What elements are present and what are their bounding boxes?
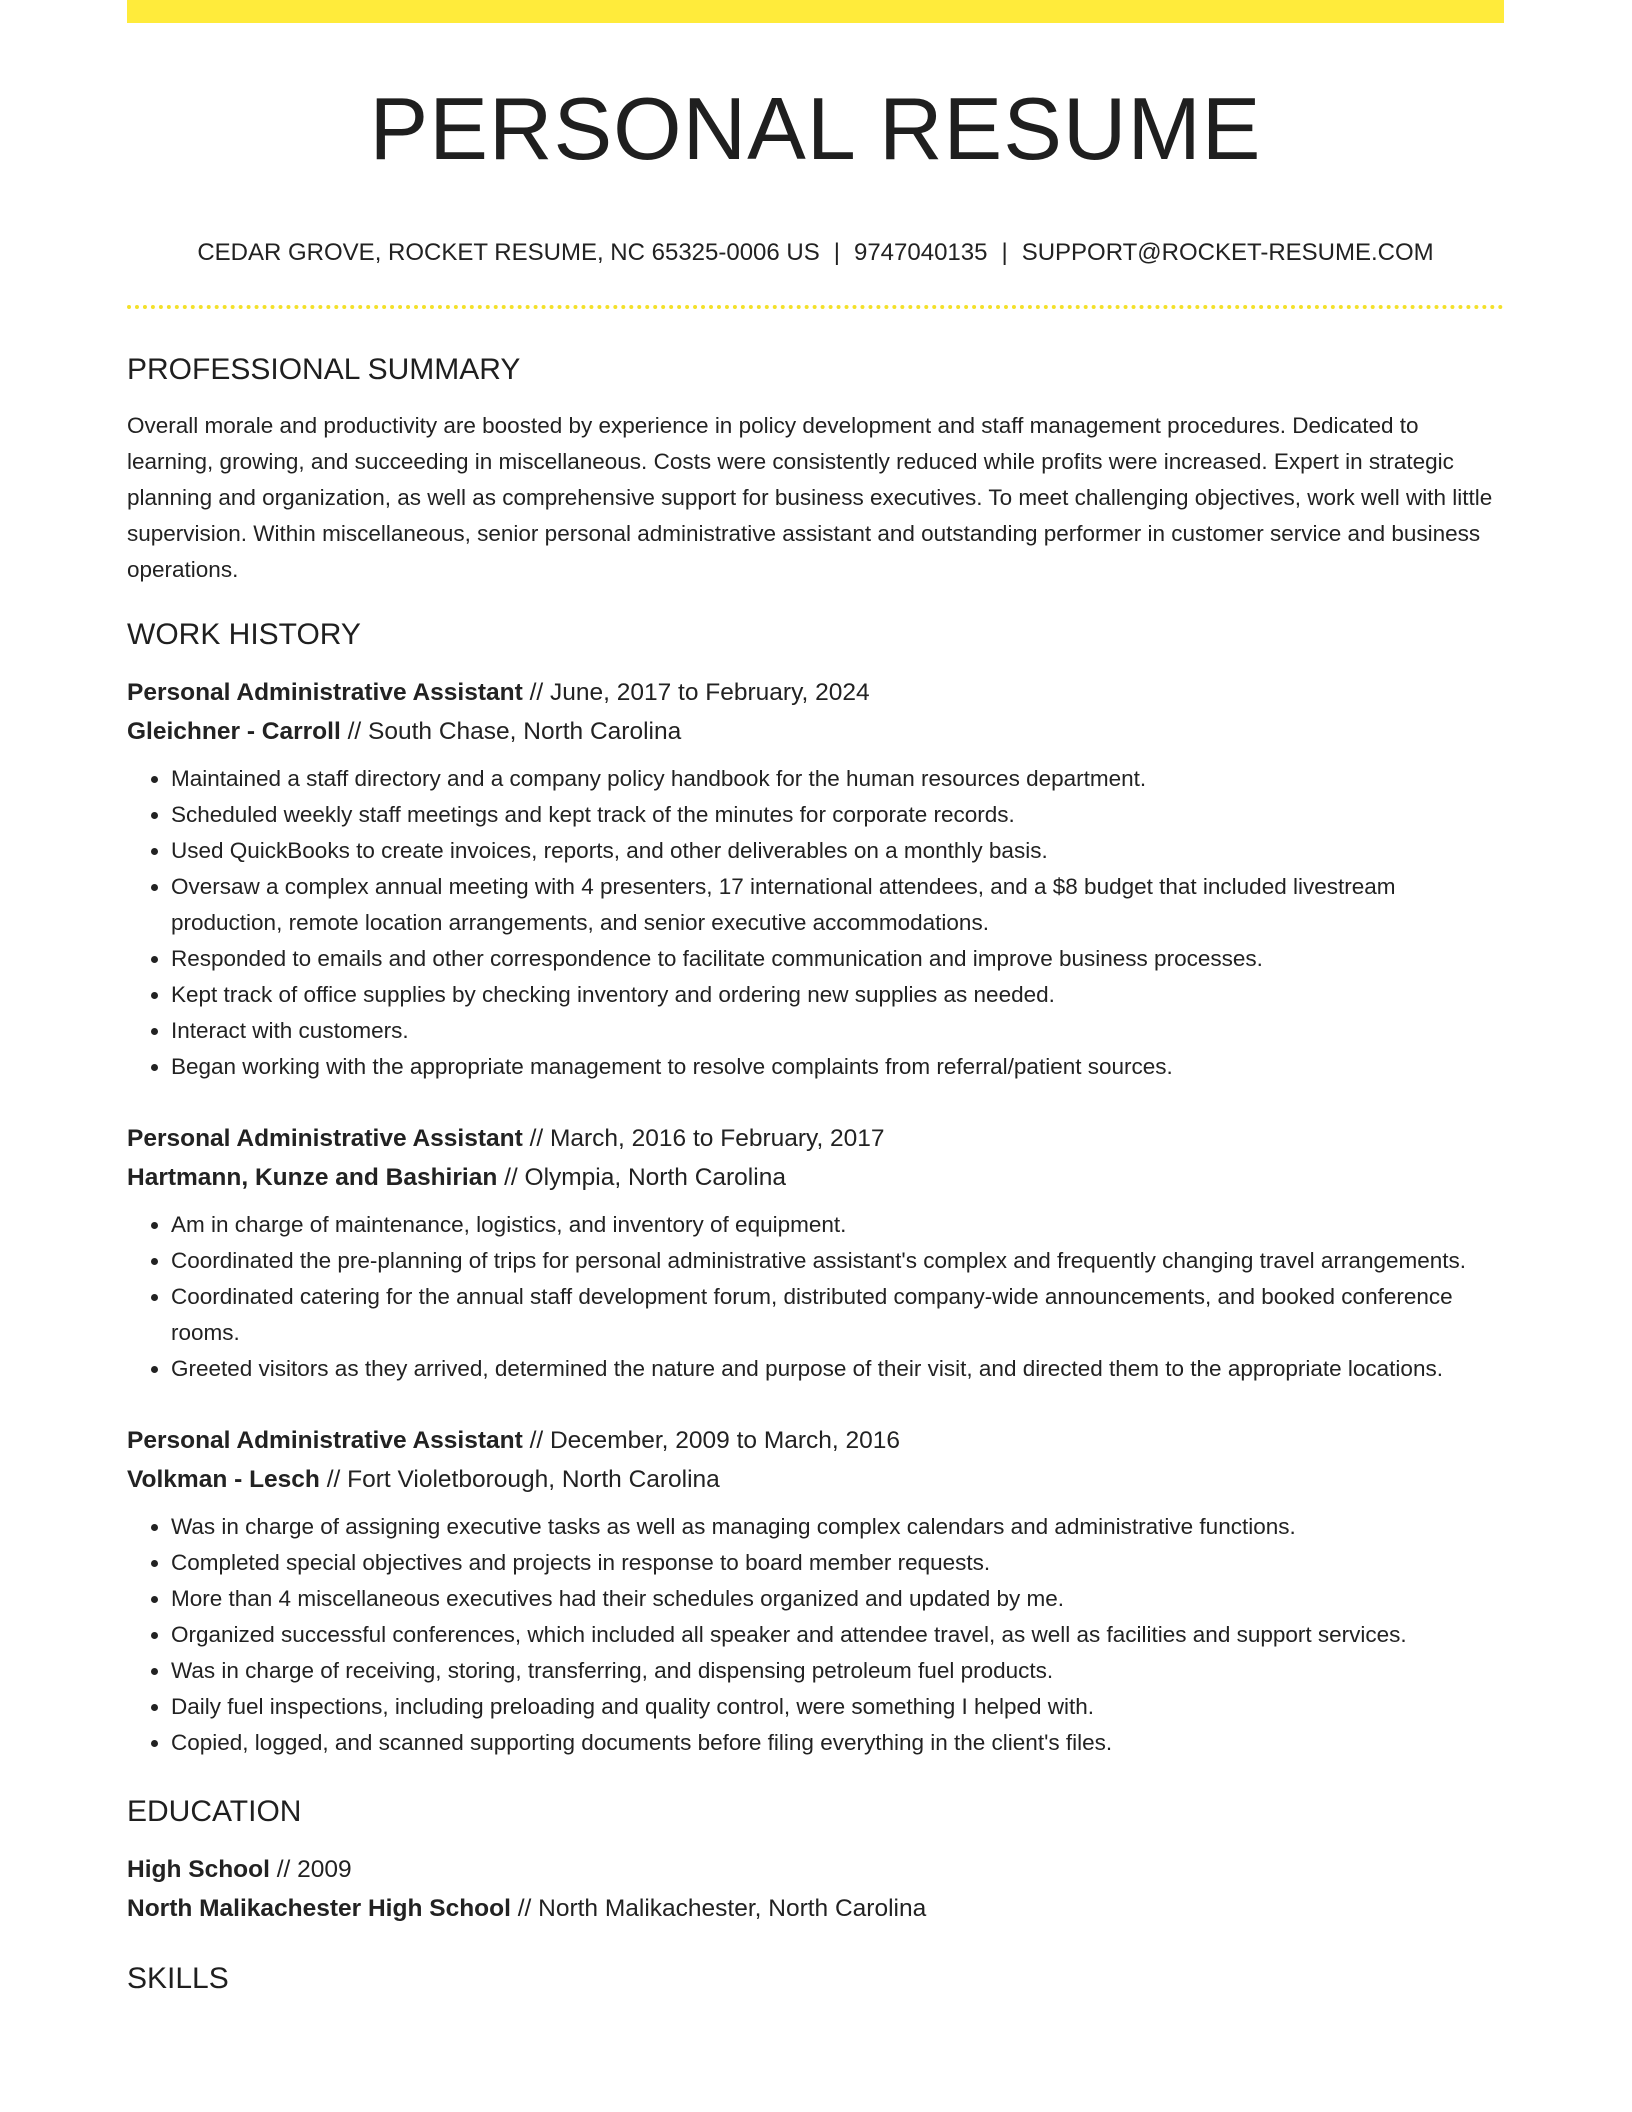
job-entry bbox=[127, 1421, 1504, 1761]
job-dates: // March, 2016 to February, 2017 bbox=[522, 1125, 885, 1152]
job-dates: // June, 2017 to February, 2024 bbox=[522, 679, 870, 706]
list-item: • Responded to emails and other correspondence to facilitate communication and improve business processes. bbox=[171, 941, 1504, 977]
education-heading: EDUCATION bbox=[127, 1795, 302, 1828]
list-item: • Oversaw a complex annual meeting with 4 presenters, 17 international attendees, and a $8 budget that included livestream production, remote location arrangements, and senior executive accommodations. bbox=[171, 869, 1504, 941]
contact-line bbox=[127, 239, 1504, 267]
job-entry bbox=[127, 1119, 1504, 1387]
job-dates: // December, 2009 to March, 2016 bbox=[522, 1427, 901, 1454]
job-company: Gleichner - Carroll bbox=[127, 718, 341, 745]
job-bullets bbox=[127, 1207, 1504, 1387]
summary-text: Overall morale and productivity are boosted by experience in policy development and staff management procedures. Dedicated to learning, growing, and succeeding in miscellaneous. Costs were consistently reduced while profits were increased. Expert in strategic planning and organization, as well as comprehensive support for business executives. To meet challenging objectives, work well with little supervision. Within miscellaneous, senior personal administrative assistant and outstanding performer in customer service and business operations. bbox=[127, 413, 1493, 582]
list-item: • Coordinated the pre-planning of trips for personal administrative assistant's complex and frequently changing travel arrangements. bbox=[171, 1243, 1504, 1279]
job-company: Volkman - Lesch bbox=[127, 1466, 320, 1493]
job-bullets bbox=[127, 1509, 1504, 1761]
job-company: Hartmann, Kunze and Bashirian bbox=[127, 1164, 498, 1191]
list-item: • Maintained a staff directory and a company policy handbook for the human resources department. bbox=[171, 761, 1504, 797]
email: SUPPORT@ROCKET-RESUME.COM bbox=[1021, 239, 1434, 266]
page-title: PERSONAL RESUME bbox=[369, 79, 1262, 178]
dotted-divider bbox=[127, 305, 1504, 309]
address: CEDAR GROVE, ROCKET RESUME, NC 65325-0006 US bbox=[197, 239, 820, 266]
list-item: • Daily fuel inspections, including preloading and quality control, were something I helped with. bbox=[171, 1689, 1504, 1725]
list-item: • Scheduled weekly staff meetings and kept track of the minutes for corporate records. bbox=[171, 797, 1504, 833]
job-entry bbox=[127, 673, 1504, 1085]
job-bullets bbox=[127, 761, 1504, 1085]
job-location: // South Chase, North Carolina bbox=[340, 718, 682, 745]
phone: 9747040135 bbox=[853, 239, 988, 266]
list-item: • Completed special objectives and projects in response to board member requests. bbox=[171, 1545, 1504, 1581]
job-location: // Olympia, North Carolina bbox=[497, 1164, 786, 1191]
resume-page bbox=[127, 0, 1504, 1995]
list-item: • Was in charge of assigning executive tasks as well as managing complex calendars and administrative functions. bbox=[171, 1509, 1504, 1545]
list-item: • Copied, logged, and scanned supporting documents before filing everything in the client's files. bbox=[171, 1725, 1504, 1761]
job-title: Personal Administrative Assistant bbox=[127, 1125, 523, 1152]
job-company-line bbox=[127, 1460, 1504, 1499]
job-title: Personal Administrative Assistant bbox=[127, 1427, 523, 1454]
job-company-line bbox=[127, 1158, 1504, 1197]
list-item: • Organized successful conferences, which included all speaker and attendee travel, as well as facilities and support services. bbox=[171, 1617, 1504, 1653]
separator: | bbox=[833, 239, 840, 266]
job-title-line bbox=[127, 673, 1504, 712]
school-location: // North Malikachester, North Carolina bbox=[510, 1895, 927, 1922]
school-line bbox=[127, 1889, 1504, 1928]
job-location: // Fort Violetborough, North Carolina bbox=[319, 1466, 720, 1493]
school-name: North Malikachester High School bbox=[127, 1895, 511, 1922]
job-company-line bbox=[127, 712, 1504, 751]
list-item: • More than 4 miscellaneous executives had their schedules organized and updated by me. bbox=[171, 1581, 1504, 1617]
job-title-line bbox=[127, 1119, 1504, 1158]
list-item: • Was in charge of receiving, storing, transferring, and dispensing petroleum fuel products. bbox=[171, 1653, 1504, 1689]
list-item: • Coordinated catering for the annual staff development forum, distributed company-wide announcements, and booked conference rooms. bbox=[171, 1279, 1504, 1351]
separator: | bbox=[1001, 239, 1008, 266]
degree-line bbox=[127, 1850, 1504, 1889]
work-history-heading: WORK HISTORY bbox=[127, 618, 361, 651]
education-entry bbox=[127, 1850, 1504, 1928]
job-title: Personal Administrative Assistant bbox=[127, 679, 523, 706]
list-item: • Kept track of office supplies by checking inventory and ordering new supplies as needed. bbox=[171, 977, 1504, 1013]
list-item: • Used QuickBooks to create invoices, reports, and other deliverables on a monthly basis. bbox=[171, 833, 1504, 869]
skills-heading: SKILLS bbox=[127, 1962, 229, 1995]
graduation-year: // 2009 bbox=[269, 1856, 352, 1883]
summary-heading: PROFESSIONAL SUMMARY bbox=[127, 353, 521, 386]
accent-bar bbox=[127, 0, 1504, 23]
degree: High School bbox=[127, 1856, 270, 1883]
list-item: • Began working with the appropriate management to resolve complaints from referral/patient sources. bbox=[171, 1049, 1504, 1085]
list-item: • Am in charge of maintenance, logistics, and inventory of equipment. bbox=[171, 1207, 1504, 1243]
job-title-line bbox=[127, 1421, 1504, 1460]
list-item: • Interact with customers. bbox=[171, 1013, 1504, 1049]
list-item: • Greeted visitors as they arrived, determined the nature and purpose of their visit, and directed them to the appropriate locations. bbox=[171, 1351, 1504, 1387]
